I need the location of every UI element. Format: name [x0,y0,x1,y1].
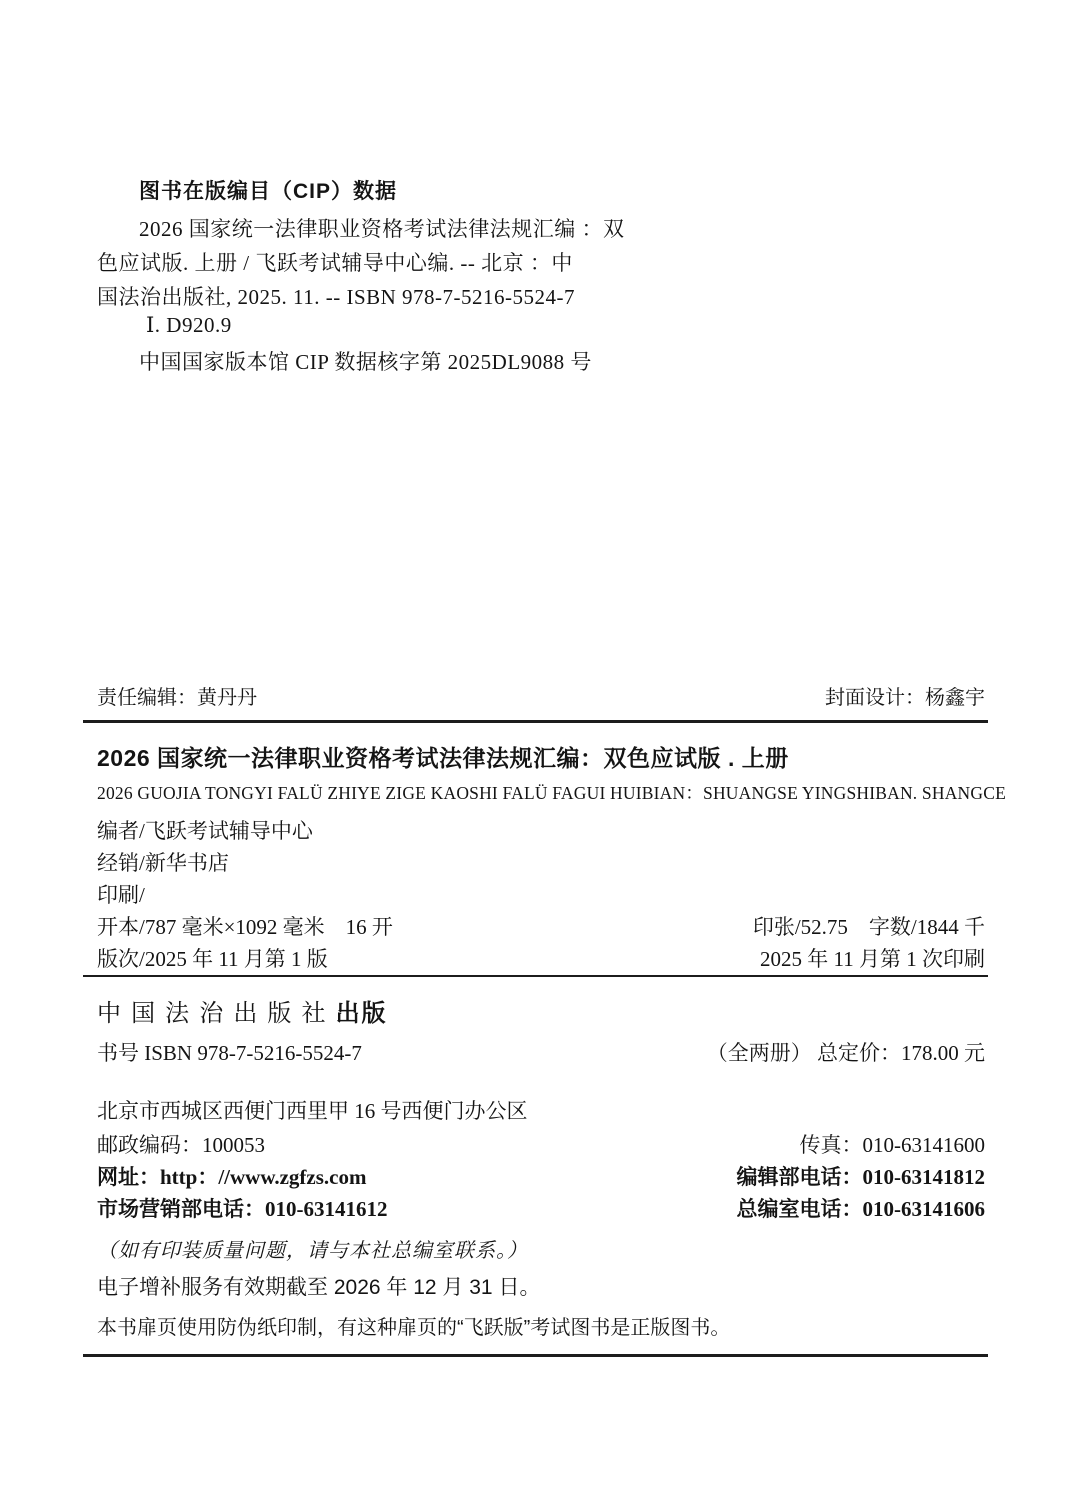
marketing-phone-label: 市场营销部电话： [97,1198,265,1221]
chief-office-phone-label: 总编室电话： [736,1198,863,1221]
editorial-phone [737,1161,986,1191]
book-title: 2026 国家统一法律职业资格考试法律法规汇编：双色应试版 . 上册 [97,745,789,771]
cip-line-1: 2026 国家统一法律职业资格考试法律法规汇编 ：双 [139,217,625,241]
publisher-line [97,993,388,1028]
duty-editor: 责任编辑：黄丹丹 [97,687,257,709]
marketing-phone [97,1193,388,1223]
chief-office-phone [737,1193,986,1223]
spec-edition: 版次/2025 年 11 月第 1 版 [97,947,328,971]
publisher-name: 中国法治出版社 [97,1001,336,1027]
supplement-validity-note: 电子增补服务有效期截至 2026 年 12 月 31 日。 [97,1276,541,1299]
divider-bottom [83,1354,988,1357]
spec-edition-row [97,943,985,973]
spec-editor-row [97,815,985,845]
cip-heading: 图书在版编目（CIP）数据 [139,180,398,203]
price: （全两册） 总定价：178.00 元 [706,1041,985,1065]
marketing-chief-row [97,1193,985,1223]
print-quality-note: （如有印装质量问题，请与本社总编室联系。） [97,1240,528,1262]
cip-line-2: 色应试版. 上册 / 飞跃考试辅导中心编. -- 北京 ：中 [97,251,573,275]
publisher-suffix: 出版 [335,1000,388,1027]
website-editorial-row [97,1161,985,1191]
cip-record-number: 中国国家版本馆 CIP 数据核字第 2025DL9088 号 [139,350,592,374]
isbn: 书号 ISBN 978-7-5216-5524-7 [97,1041,362,1065]
spec-format-row [97,911,985,941]
spec-printer: 印刷/ [97,883,145,907]
website [97,1161,366,1191]
postcode: 邮政编码：100053 [97,1133,265,1157]
book-title-pinyin: 2026 GUOJIA TONGYI FALÜ ZHIYE ZIGE KAOSHI FALÜ FAGUI HUIBIAN：SHUANGSE YINGSHIBAN. SHANGCE [97,783,1006,803]
divider-middle [83,975,988,977]
editorial-phone-label: 编辑部电话： [736,1166,863,1189]
chief-office-phone-number: 010-63141606 [862,1197,985,1221]
marketing-phone-number: 010-63141612 [265,1197,388,1221]
spec-distributor-row [97,847,985,877]
spec-printing: 2025 年 11 月第 1 次印刷 [760,947,985,971]
spec-distributor: 经销/新华书店 [97,851,229,875]
spec-format: 开本/787 毫米×1092 毫米 16 开 [97,915,393,939]
credits-row [97,681,985,710]
publisher-address: 北京市西城区西便门西里甲 16 号西便门办公区 [97,1099,528,1123]
fax: 传真：010-63141600 [799,1133,985,1157]
cip-classification: Ⅰ. D920.9 [146,313,232,337]
spec-editor: 编者/飞跃考试辅导中心 [97,819,313,843]
website-url: http：//www.zgfzs.com [160,1165,367,1189]
spec-sheets-words: 印张/52.75 字数/1844 千 [752,915,985,939]
spec-printer-row [97,879,985,909]
postcode-fax-row [97,1129,985,1159]
website-label: 网址： [97,1166,160,1189]
isbn-price-row [97,1037,985,1067]
editorial-phone-number: 010-63141812 [862,1165,985,1189]
cover-designer: 封面设计：杨鑫宇 [825,687,985,709]
anti-counterfeit-note: 本书扉页使用防伪纸印制，有这种扉页的“飞跃版”考试图书是正版图书。 [97,1317,731,1339]
cip-line-3: 国法治出版社, 2025. 11. -- ISBN 978-7-5216-5524-7 [97,285,576,309]
divider-top [83,720,988,723]
